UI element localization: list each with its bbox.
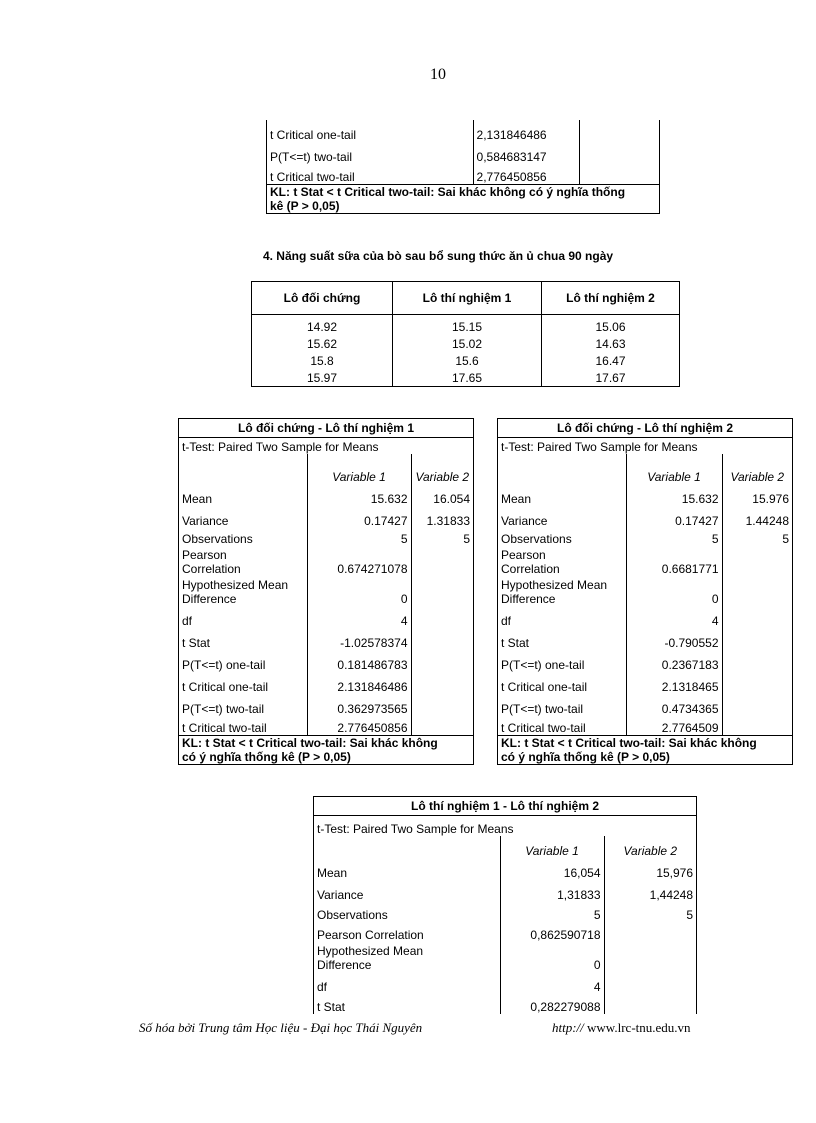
stat-value (604, 922, 696, 942)
table-row (252, 315, 680, 336)
stat-label: Variance (314, 880, 500, 902)
stat-label: Pearson Correlation (498, 546, 626, 576)
stat-value: 0.17427 (626, 506, 722, 528)
stat-value: 4 (626, 606, 722, 628)
stat-value (411, 546, 473, 576)
stat-value: 5 (782, 531, 789, 546)
stat-value: 16,054 (500, 858, 604, 880)
stat-value: 0,282279088 (500, 994, 604, 1014)
stat-value (604, 972, 696, 994)
conclusion-text: KL: t Stat < t Critical two-tail: Sai khác không có ý nghĩa thống kê (P > 0,05) (179, 736, 473, 765)
stat-label: P(T<=t) two-tail (267, 142, 474, 164)
stat-value: 0 (626, 576, 722, 606)
stat-label: Observations (498, 528, 626, 546)
top-stats-table (266, 120, 660, 214)
stat-label: Mean (314, 858, 500, 880)
stat-value: 0,862590718 (500, 922, 604, 942)
stat-label: t Critical one-tail (179, 672, 307, 694)
table-cell: 15.06 (542, 315, 680, 336)
stat-label: t Critical two-tail (498, 716, 626, 736)
stat-value: 0.362973565 (307, 694, 411, 716)
stat-label: Variance (179, 506, 307, 528)
stat-label: Variance (498, 506, 626, 528)
variable-2-header: Variable 2 (623, 843, 678, 858)
stat-value: -1.02578374 (307, 628, 411, 650)
stat-value: -0.790552 (626, 628, 722, 650)
stat-label: t Critical one-tail (498, 672, 626, 694)
stat-label: Mean (179, 484, 307, 506)
section-title: 4. Năng suất sữa của bò sau bổ sung thức ăn ủ chua 90 ngày (262, 249, 614, 263)
variable-1-header: Variable 1 (307, 454, 411, 484)
stat-value: 4 (500, 972, 604, 994)
stat-value: 5 (686, 907, 694, 922)
ttest-box-control-vs-exp2 (497, 418, 793, 765)
stat-value: 0.2367183 (626, 650, 722, 672)
box-subtitle: t-Test: Paired Two Sample for Means (182, 439, 379, 454)
stat-value (722, 672, 792, 694)
stat-value: 2.776450856 (307, 716, 411, 736)
stat-label: df (314, 972, 500, 994)
stat-label: Hypothesized Mean Difference (498, 576, 626, 606)
stat-value: 2.131846486 (307, 672, 411, 694)
stat-value: 5 (463, 531, 470, 546)
table-row (252, 335, 680, 352)
stat-value: 2,131846486 (473, 120, 579, 142)
stat-value: 2,776450856 (473, 164, 579, 184)
stat-value (411, 650, 473, 672)
stat-label: t Critical one-tail (267, 120, 474, 142)
box-subtitle: t-Test: Paired Two Sample for Means (501, 439, 698, 454)
stat-value: 2.1318465 (626, 672, 722, 694)
column-header: Lô thí nghiệm 1 (393, 282, 542, 315)
stat-value (722, 576, 792, 606)
stat-value: 0.4734365 (626, 694, 722, 716)
stat-label: Hypothesized Mean Difference (179, 576, 307, 606)
table-cell: 15.6 (393, 352, 542, 369)
stat-value (411, 606, 473, 628)
stat-label: Observations (179, 528, 307, 546)
variable-2-header: Variable 2 (730, 469, 785, 484)
table-cell: 15.62 (252, 335, 393, 352)
table-cell: 16.47 (542, 352, 680, 369)
stat-value: 0.17427 (307, 506, 411, 528)
ttest-box-exp1-vs-exp2 (313, 796, 697, 1014)
stat-value: 15,976 (656, 865, 694, 880)
footer-url-prefix: http:// (552, 1020, 584, 1035)
stat-value: 15.632 (307, 484, 411, 506)
stat-label: t Critical two-tail (179, 716, 307, 736)
stat-label: t Stat (498, 628, 626, 650)
stat-value (411, 628, 473, 650)
stat-value (411, 694, 473, 716)
stat-label: Pearson Correlation (179, 546, 307, 576)
stat-value (604, 994, 696, 1014)
stat-label: Hypothesized Mean Difference (314, 942, 500, 972)
stat-value (411, 576, 473, 606)
stat-value: 0,584683147 (473, 142, 579, 164)
stat-value (411, 672, 473, 694)
table-cell: 17.67 (542, 369, 680, 387)
variable-1-header: Variable 1 (500, 836, 604, 858)
yield-table (251, 281, 680, 387)
stat-value: 0.6681771 (626, 546, 722, 576)
column-header: Lô thí nghiệm 2 (542, 282, 680, 315)
variable-2-header: Variable 2 (415, 469, 470, 484)
stat-value: 15.632 (626, 484, 722, 506)
stat-value: 16.054 (433, 491, 470, 506)
stat-value: 1.31833 (426, 513, 470, 528)
box-title: Lô đối chứng - Lô thí nghiệm 1 (179, 419, 473, 438)
conclusion-text: KL: t Stat < t Critical two-tail: Sai khác không có ý nghĩa thống kê (P > 0,05) (498, 736, 792, 765)
stat-label: P(T<=t) one-tail (179, 650, 307, 672)
stat-value (604, 942, 696, 972)
table-cell: 14.63 (542, 335, 680, 352)
stat-value: 0.674271078 (307, 546, 411, 576)
stat-value (722, 606, 792, 628)
stat-value: 15.976 (752, 491, 789, 506)
stat-value: 5 (500, 902, 604, 922)
stat-value (411, 716, 473, 736)
footer-url[interactable] (552, 1020, 691, 1036)
box-title: Lô thí nghiệm 1 - Lô thí nghiệm 2 (314, 797, 696, 816)
stat-value: 0.181486783 (307, 650, 411, 672)
stat-value: 1,31833 (500, 880, 604, 902)
stat-label: Mean (498, 484, 626, 506)
table-cell: 15.02 (393, 335, 542, 352)
footer-digitized-by: Số hóa bởi Trung tâm Học liệu - Đại học Thái Nguyên (139, 1020, 423, 1035)
stat-value: 5 (626, 528, 722, 546)
stat-value (722, 650, 792, 672)
table-cell: 14.92 (252, 315, 393, 336)
stat-value: 1,44248 (649, 887, 694, 902)
stat-label: df (179, 606, 307, 628)
box-subtitle: t-Test: Paired Two Sample for Means (317, 821, 514, 836)
stat-value: 1.44248 (745, 513, 789, 528)
stat-label: t Critical two-tail (267, 164, 474, 184)
table-row (252, 352, 680, 369)
stat-value (722, 694, 792, 716)
stat-label: df (498, 606, 626, 628)
column-header: Lô đối chứng (252, 282, 393, 315)
conclusion-text: KL: t Stat < t Critical two-tail: Sai khác không có ý nghĩa thống kê (P > 0,05) (267, 184, 660, 213)
table-row (252, 369, 680, 387)
stat-value: 5 (307, 528, 411, 546)
stat-label: P(T<=t) two-tail (179, 694, 307, 716)
page-number: 10 (430, 66, 446, 83)
stat-label: P(T<=t) two-tail (498, 694, 626, 716)
ttest-box-control-vs-exp1 (178, 418, 474, 765)
stat-label: t Stat (314, 994, 500, 1014)
footer-url-domain: www.lrc-tnu.edu.vn (583, 1020, 691, 1035)
table-cell: 15.97 (252, 369, 393, 387)
stat-value: 0 (307, 576, 411, 606)
table-cell: 15.8 (252, 352, 393, 369)
variable-1-header: Variable 1 (626, 454, 722, 484)
table-cell: 15.15 (393, 315, 542, 336)
stat-label: Pearson Correlation (314, 922, 500, 942)
box-title: Lô đối chứng - Lô thí nghiệm 2 (498, 419, 792, 438)
stat-label: t Stat (179, 628, 307, 650)
stat-value (722, 628, 792, 650)
stat-label: P(T<=t) one-tail (498, 650, 626, 672)
stat-value (722, 716, 792, 736)
stat-label: Observations (314, 902, 500, 922)
stat-value: 4 (307, 606, 411, 628)
stat-value: 0 (500, 942, 604, 972)
stat-value (722, 546, 792, 576)
table-cell: 17.65 (393, 369, 542, 387)
stat-value: 2.7764509 (626, 716, 722, 736)
